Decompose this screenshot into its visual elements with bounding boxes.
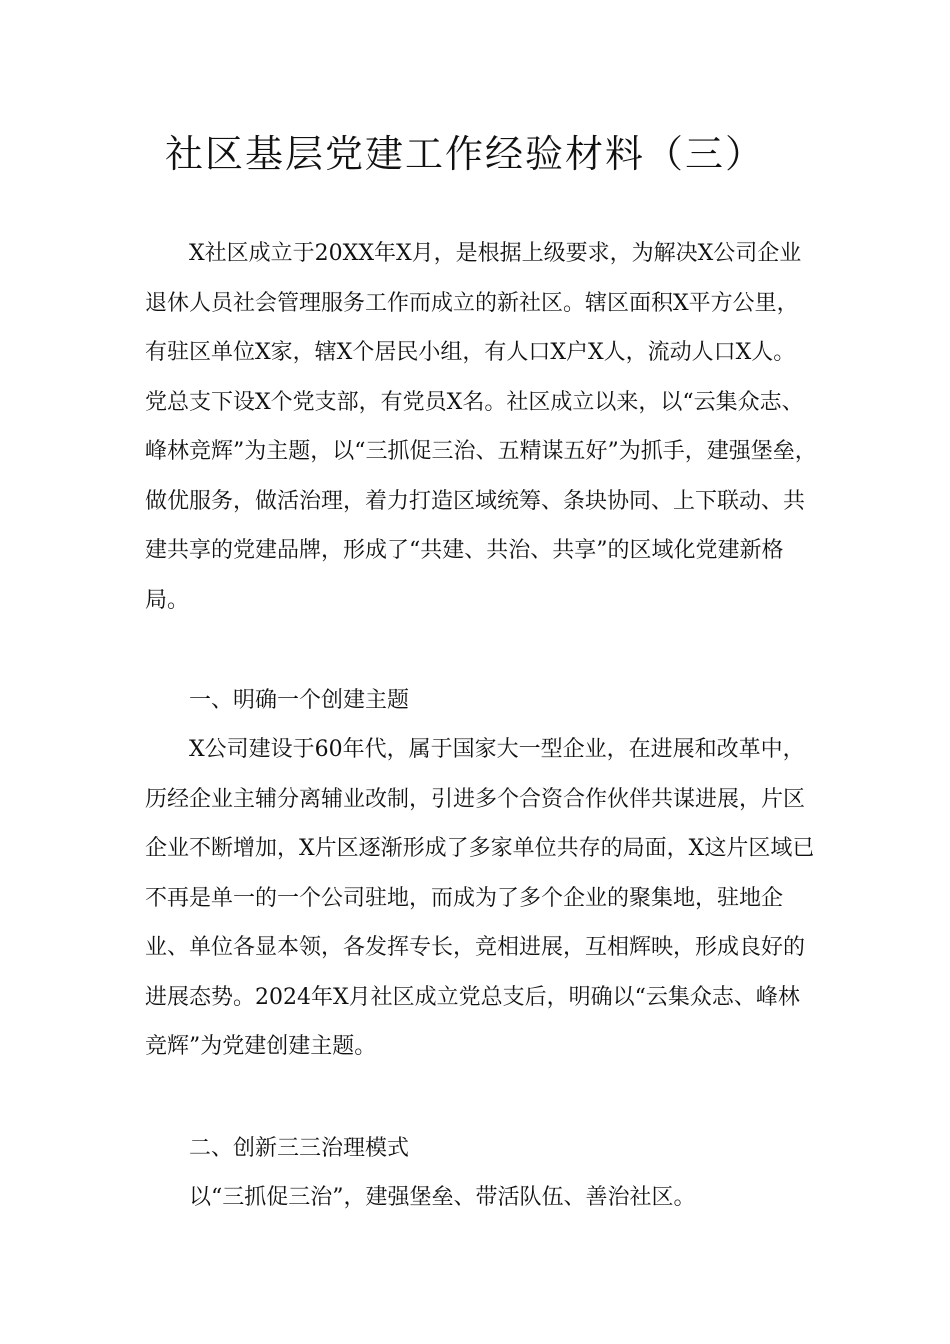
section-heading-1: 一、明确一个创建主题 — [189, 688, 410, 713]
section-1-paragraph: X公司建设于60年代，属于国家大一型企业，在进展和改革中，历经企业主辅分离辅业改制，引进多个合资合作伙伴共谋进展，片区企业不断增加，X片区逐渐形成了多家单位共存的局面，X这片区域已不再是单一的一个公司驻地，而成为了多个企业的聚集地，驻地企业、单位各显本领，各发挥专长，竞相进展，互相辉映，形成良好的进展态势。2024年X月社区成立党总支后，明确以“云集众志、峰林竞辉”为党建创建主题。 — [145, 737, 815, 1059]
section-heading-2: 二、创新三三治理模式 — [189, 1136, 410, 1161]
document-title: 社区基层党建工作经验材料（三） — [164, 132, 765, 176]
intro-paragraph: X社区成立于20XX年X月，是根据上级要求，为解决X公司企业退休人员社会管理服务工作而成立的新社区。辖区面积X平方公里，有驻区单位X家，辖X个居民小组，有人口X户X人，流动人口X人。党总支下设X个党支部，有党员X名。社区成立以来，以“云集众志、峰林竞辉”为主题，以“三抓促三治、五精谋五好”为抓手，建强堡垒，做优服务，做活治理，着力打造区域统筹、条块协同、上下联动、共建共享的党建品牌，形成了“共建、共治、共享”的区域化党建新格局。 — [145, 241, 817, 613]
section-2-paragraph: 以“三抓促三治”，建强堡垒、带活队伍、善治社区。 — [189, 1185, 696, 1210]
